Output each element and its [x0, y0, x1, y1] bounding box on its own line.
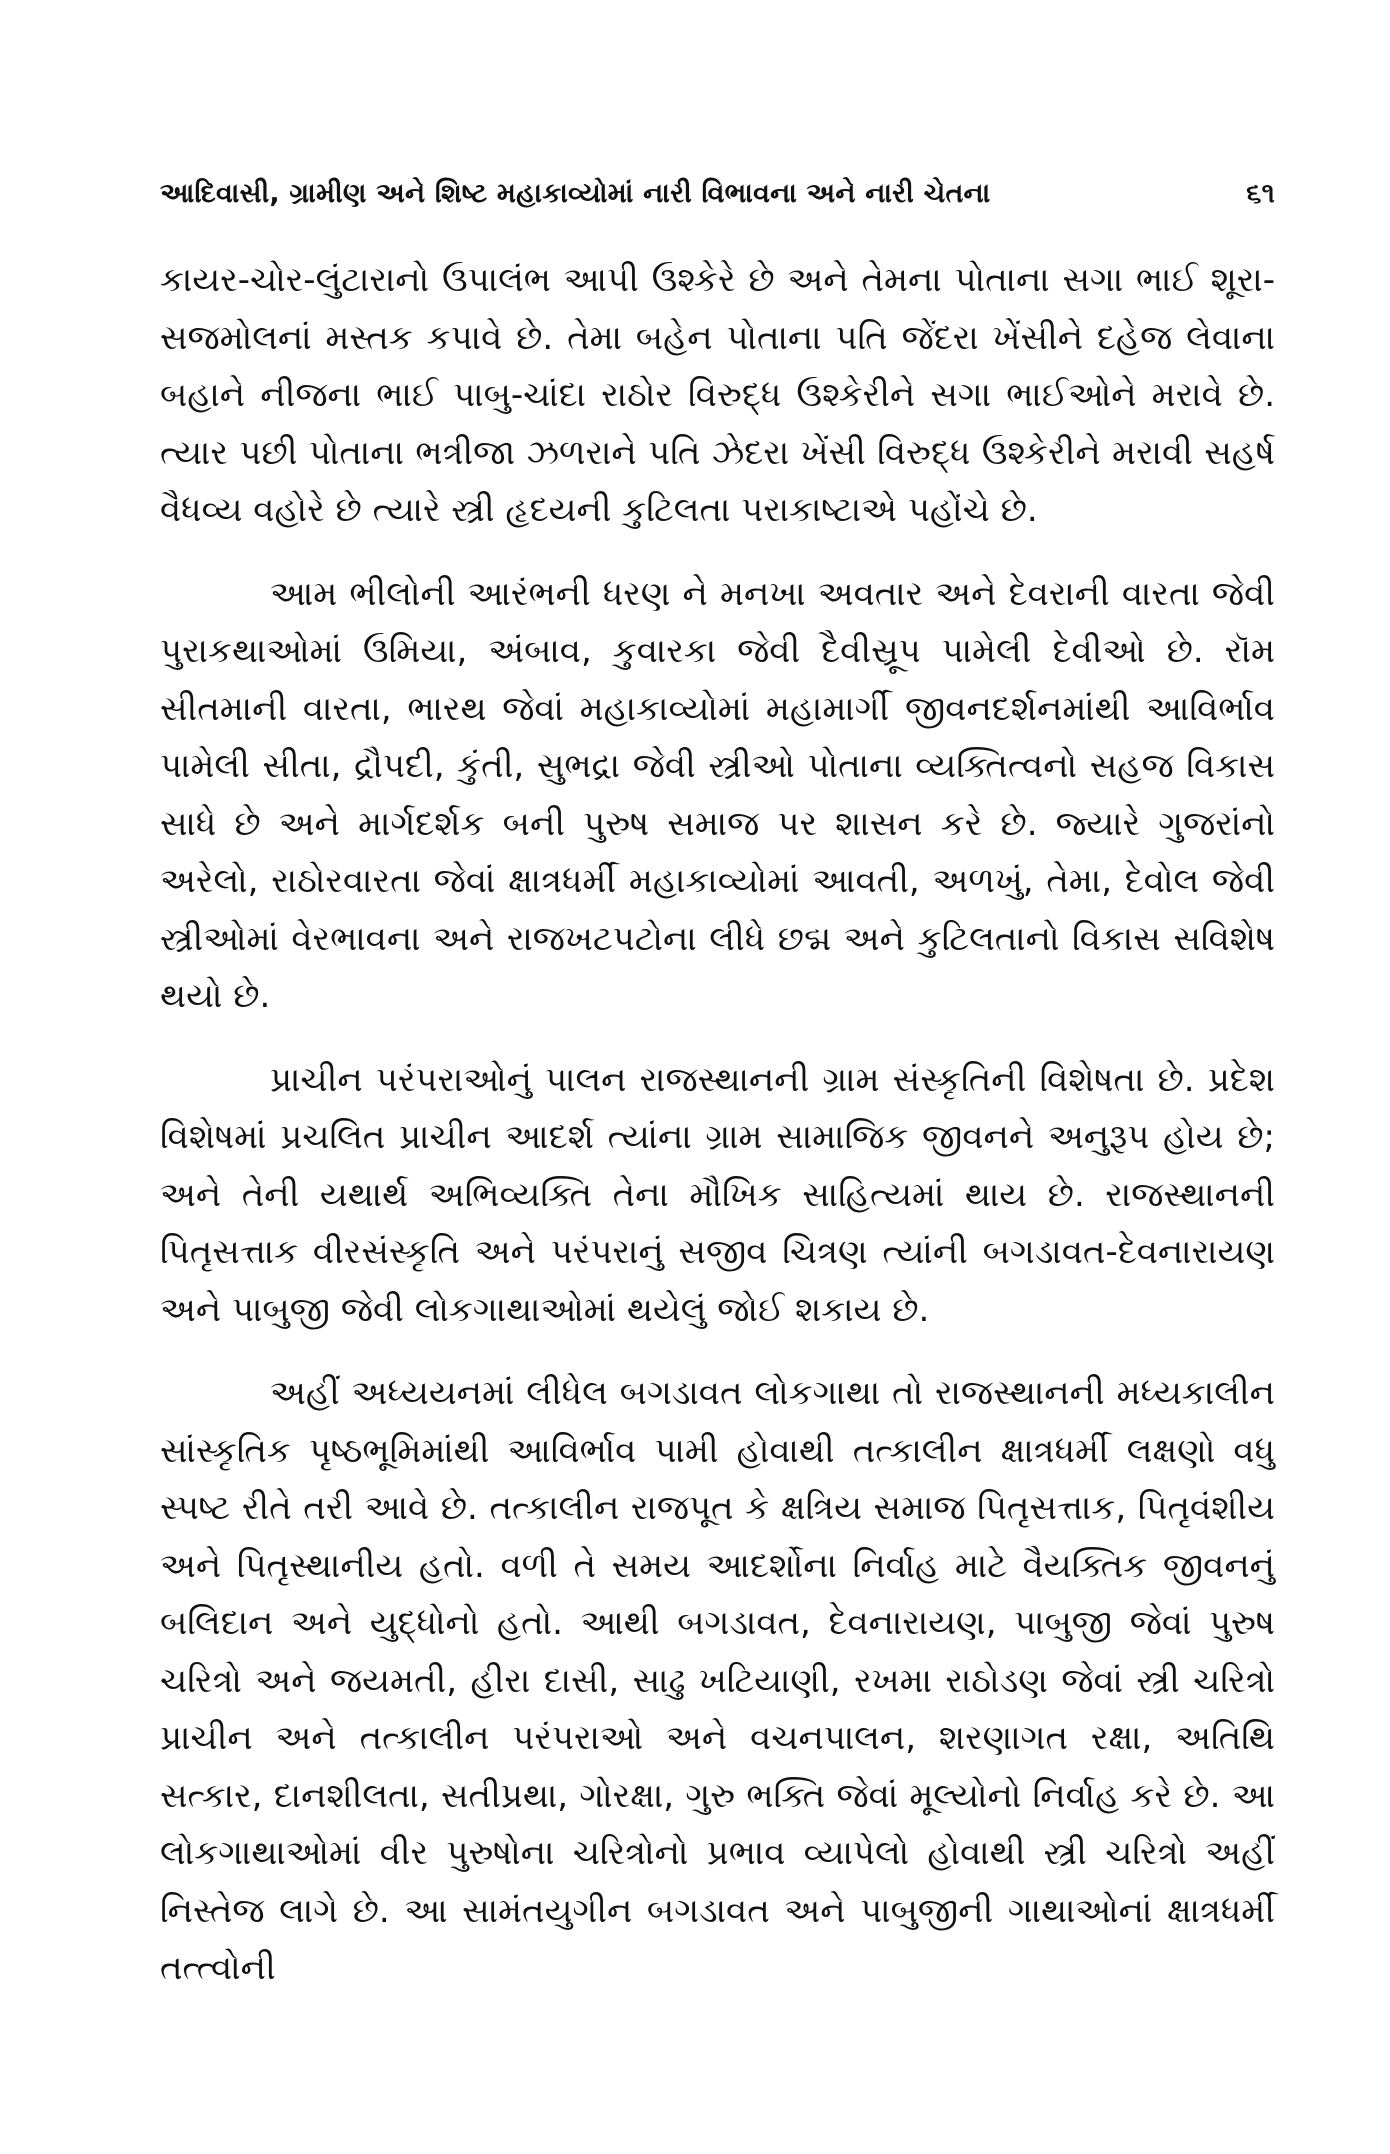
paragraph-3: પ્રાચીન પરંપરાઓનું પાલન રાજસ્થાનની ગ્રામ સંસ્કૃતિની વિશેષતા છે. પ્રદેશ વિશેષમાં પ્રચલિત પ્રાચીન આદર્શ ત્યાંના ગ્રામ સામાજિક જીવનને અનુરૂપ હોય છે; અને તેની યથાર્થ અભિવ્યક્તિ તેના મૌખિક સાહિત્યમાં થાય છે. રાજસ્થાનની પિતૃસત્તાક વીરસંસ્કૃતિ અને પરંપરાનું સજીવ ચિત્રણ ત્યાંની બગડાવત-દેવનારાયણ અને પાબુજી જેવી લોકગાથાઓમાં થયેલું જોઈ શકાય છે. [160, 1059, 1275, 1330]
running-header [160, 178, 1275, 228]
page-number: ૬૧ [1246, 178, 1275, 209]
paragraph-1: કાયર-ચોર-લુંટારાનો ઉપાલંભ આપી ઉશ્કેરે છે અને તેમના પોતાના સગા ભાઈ શૂરા-સજમોલનાં મસ્તક કપાવે છે. તેમા બહેન પોતાના પતિ જેંદરા ખેંસીને દહેજ લેવાના બહાને નીજના ભાઈ પાબુ-ચાંદા રાઠોર વિરુદ્ધ ઉશ્કેરીને સગા ભાઈઓને મરાવે છે. ત્યાર પછી પોતાના ભત્રીજા ઝળરાને પતિ ઝેદરા ખેંસી વિરુદ્ધ ઉશ્કેરીને મરાવી સહર્ષ વૈધવ્ય વહોરે છે ત્યારે સ્ત્રી હૃદયની કુટિલતા પરાકાષ્ટાએ પહોંચે છે. [160, 260, 1275, 530]
paragraph-2: આમ ભીલોની આરંભની ધરણ ને મનખા અવતાર અને દેવરાની વારતા જેવી પુરાકથાઓમાં ઉમિયા, અંબાવ, કુવારકા જેવી દૈવીસ્રૂપ પામેલી દેવીઓ છે. રૉમ સીતમાની વારતા, ભારથ જેવાં મહાકાવ્યોમાં મહામાર્ગી જીવનદર્શનમાંથી આવિર્ભાવ પામેલી સીતા, દ્રૌપદી, કુંતી, સુભદ્રા જેવી સ્ત્રીઓ પોતાના વ્યક્તિત્વનો સહજ વિકાસ સાધે છે અને માર્ગદર્શક બની પુરુષ સમાજ પર શાસન કરે છે. જ્યારે ગુજરાંનો અરેલો, રાઠોરવારતા જેવાં ક્ષાત્રધર્મી મહાકાવ્યોમાં આવતી, અળખું, તેમા, દેવોલ જેવી સ્ત્રીઓમાં વેરભાવના અને રાજખટપટોના લીધે છદ્મ અને કુટિલતાનો વિકાસ સવિશેષ થયો છે. [160, 573, 1275, 1016]
body-text [160, 252, 1275, 2024]
chapter-title: આદિવાસી, ગ્રામીણ અને શિષ્ટ મહાકાવ્યોમાં નારી વિભાવના અને નારી ચેતના [160, 178, 991, 209]
paragraph-4: અહીં અધ્યયનમાં લીધેલ બગડાવત લોકગાથા તો રાજસ્થાનની મધ્યકાલીન સાંસ્કૃતિક પૃષ્ઠભૂમિમાંથી આવિર્ભાવ પામી હોવાથી તત્કાલીન ક્ષાત્રધર્મી લક્ષણો વધુ સ્પષ્ટ રીતે તરી આવે છે. તત્કાલીન રાજપૂત કે ક્ષત્રિય સમાજ પિતૃસત્તાક, પિતૃવંશીય અને પિતૃસ્થાનીય હતો. વળી તે સમય આદર્શોના નિર્વાહ માટે વૈયક્તિક જીવનનું બલિદાન અને યુદ્ધોનો હતો. આથી બગડાવત, દેવનારાયણ, પાબુજી જેવાં પુરુષ ચરિત્રો અને જયમતી, હીરા દાસી, સાઢુ ખટિયાણી, રખમા રાઠોડણ જેવાં સ્ત્રી ચરિત્રો પ્રાચીન અને તત્કાલીન પરંપરાઓ અને વચનપાલન, શરણાગત રક્ષા, અતિથિ સત્કાર, દાનશીલતા, સતીપ્રથા, ગોરક્ષા, ગુરુ ભક્તિ જેવાં મૂલ્યોનો નિર્વાહ કરે છે. આ લોકગાથાઓમાં વીર પુરુષોના ચરિત્રોનો પ્રભાવ વ્યાપેલો હોવાથી સ્ત્રી ચરિત્રો અહીં નિસ્તેજ લાગે છે. આ સામંતયુગીન બગડાવત અને પાબુજીની ગાથાઓનાં ક્ષાત્રધર્મી તત્ત્વોની [160, 1373, 1275, 1988]
